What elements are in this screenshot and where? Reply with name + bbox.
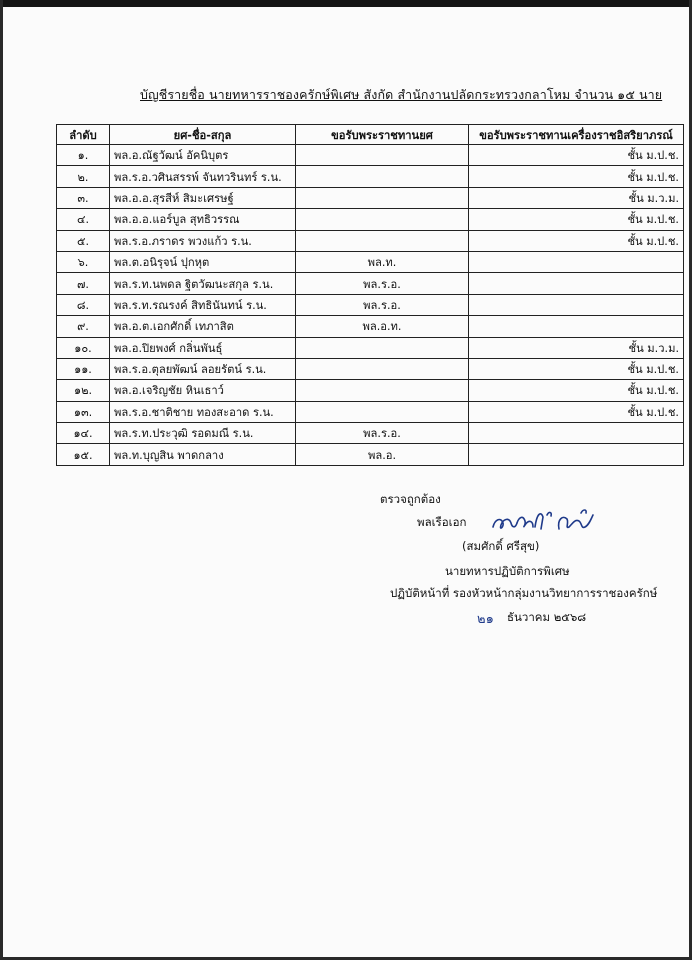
document-title: บัญชีรายชื่อ นายทหารราชองครักษ์พิเศษ สังกัด สำนักงานปลัดกระทรวงกลาโหม จำนวน ๑๕ นาย	[140, 87, 663, 102]
cell-order: ๘.	[57, 294, 110, 315]
cell-name: พล.อ.ปิยพงศ์ กลิ่นพันธุ์	[110, 337, 296, 358]
officer-roster-table	[56, 124, 684, 466]
cell-name: พล.ร.ท.ประวุฒิ รอดมณี ร.น.	[110, 423, 296, 444]
signature-icon	[489, 507, 609, 541]
table-row	[57, 358, 684, 379]
cell-decoration-request: ชั้น ม.ป.ช.	[469, 230, 684, 251]
cell-name: พล.ร.ท.นพดล ฐิตวัฒนะสกุล ร.น.	[110, 273, 296, 294]
cell-decoration-request	[469, 273, 684, 294]
cell-rank-request	[296, 358, 469, 379]
cell-rank-request	[296, 187, 469, 208]
cell-name: พล.ร.อ.ตุลยพัฒน์ ลอยรัตน์ ร.น.	[110, 358, 296, 379]
cell-decoration-request	[469, 444, 684, 465]
cell-order: ๑๔.	[57, 423, 110, 444]
cell-order: ๑๓.	[57, 401, 110, 422]
cell-name: พล.ร.อ.ภราดร พวงแก้ว ร.น.	[110, 230, 296, 251]
cell-order: ๓.	[57, 187, 110, 208]
cell-name: พล.ต.อนิรุจน์ ปุกหุต	[110, 251, 296, 272]
table-row	[57, 337, 684, 358]
cell-decoration-request: ชั้น ม.ป.ช.	[469, 380, 684, 401]
table-row	[57, 401, 684, 422]
cell-rank-request	[296, 145, 469, 166]
cell-decoration-request	[469, 423, 684, 444]
cell-rank-request	[296, 337, 469, 358]
cell-rank-request: พล.ท.	[296, 251, 469, 272]
table-row	[57, 251, 684, 272]
header-name: ยศ-ชื่อ-สกุล	[110, 125, 296, 145]
cell-order: ๕.	[57, 230, 110, 251]
cell-rank-request: พล.ร.อ.	[296, 273, 469, 294]
table-row	[57, 273, 684, 294]
cell-order: ๑.	[57, 145, 110, 166]
cell-decoration-request: ชั้น ม.ป.ช.	[469, 209, 684, 230]
table-row	[57, 423, 684, 444]
cell-decoration-request	[469, 294, 684, 315]
cell-rank-request: พล.ร.อ.	[296, 294, 469, 315]
signer-position: นายทหารปฏิบัติการพิเศษ	[445, 564, 570, 578]
table-row	[57, 380, 684, 401]
signer-acting-position: ปฏิบัติหน้าที่ รองหัวหน้ากลุ่มงานวิทยาการราชองครักษ์	[390, 586, 658, 600]
table-body	[57, 145, 684, 466]
cell-order: ๖.	[57, 251, 110, 272]
cell-name: พล.อ.อ.แอร์บูล สุทธิวรรณ	[110, 209, 296, 230]
cell-rank-request	[296, 230, 469, 251]
cell-order: ๙.	[57, 316, 110, 337]
cell-decoration-request	[469, 251, 684, 272]
cell-rank-request: พล.อ.	[296, 444, 469, 465]
table-row	[57, 166, 684, 187]
cell-rank-request	[296, 380, 469, 401]
cell-order: ๔.	[57, 209, 110, 230]
cell-name: พล.อ.ต.เอกศักดิ์ เทภาสิต	[110, 316, 296, 337]
cell-decoration-request: ชั้น ม.ป.ช.	[469, 358, 684, 379]
cell-name: พล.อ.อ.สุรสีห์ สิมะเศรษฐ์	[110, 187, 296, 208]
cell-decoration-request: ชั้น ม.ป.ช.	[469, 145, 684, 166]
cell-name: พล.ร.อ.ชาติชาย ทองสะอาด ร.น.	[110, 401, 296, 422]
table-row	[57, 145, 684, 166]
cell-name: พล.อ.เจริญชัย หินเธาว์	[110, 380, 296, 401]
header-rank-request: ขอรับพระราชทานยศ	[296, 125, 469, 145]
cell-name: พล.ร.อ.วศินสรรพ์ จันทวรินทร์ ร.น.	[110, 166, 296, 187]
date-month-year: ธันวาคม ๒๕๖๘	[507, 610, 587, 624]
cell-decoration-request: ชั้น ม.ว.ม.	[469, 187, 684, 208]
photo-border-left	[0, 0, 3, 960]
cell-rank-request: พล.อ.ท.	[296, 316, 469, 337]
cell-rank-request	[296, 401, 469, 422]
table-row	[57, 294, 684, 315]
cell-order: ๗.	[57, 273, 110, 294]
cell-name: พล.ท.บุญสิน พาดกลาง	[110, 444, 296, 465]
date-day-handwritten: ๒๑	[477, 612, 494, 627]
cell-rank-request	[296, 166, 469, 187]
table-row	[57, 209, 684, 230]
cell-rank-request: พล.ร.อ.	[296, 423, 469, 444]
header-order: ลำดับ	[57, 125, 110, 145]
cell-decoration-request: ชั้น ม.ป.ช.	[469, 166, 684, 187]
cell-name: พล.อ.ณัฐวัฒน์ อัคนิบุตร	[110, 145, 296, 166]
table-row	[57, 187, 684, 208]
table-row	[57, 316, 684, 337]
cell-order: ๑๒.	[57, 380, 110, 401]
cell-order: ๑๐.	[57, 337, 110, 358]
table-header-row	[57, 125, 684, 145]
table-row	[57, 230, 684, 251]
signer-rank: พลเรือเอก	[417, 515, 467, 529]
photo-border-top	[0, 0, 692, 7]
cell-decoration-request: ชั้น ม.ป.ช.	[469, 401, 684, 422]
cell-decoration-request: ชั้น ม.ว.ม.	[469, 337, 684, 358]
cell-order: ๑๑.	[57, 358, 110, 379]
header-decoration-request: ขอรับพระราชทานเครื่องราชอิสริยาภรณ์	[469, 125, 684, 145]
cell-rank-request	[296, 209, 469, 230]
table-row	[57, 444, 684, 465]
cell-name: พล.ร.ท.รณรงค์ สิทธินันทน์ ร.น.	[110, 294, 296, 315]
signer-name: (สมศักดิ์ ศรีสุข)	[462, 539, 540, 553]
cell-order: ๒.	[57, 166, 110, 187]
certified-label: ตรวจถูกต้อง	[380, 492, 441, 506]
cell-order: ๑๕.	[57, 444, 110, 465]
cell-decoration-request	[469, 316, 684, 337]
